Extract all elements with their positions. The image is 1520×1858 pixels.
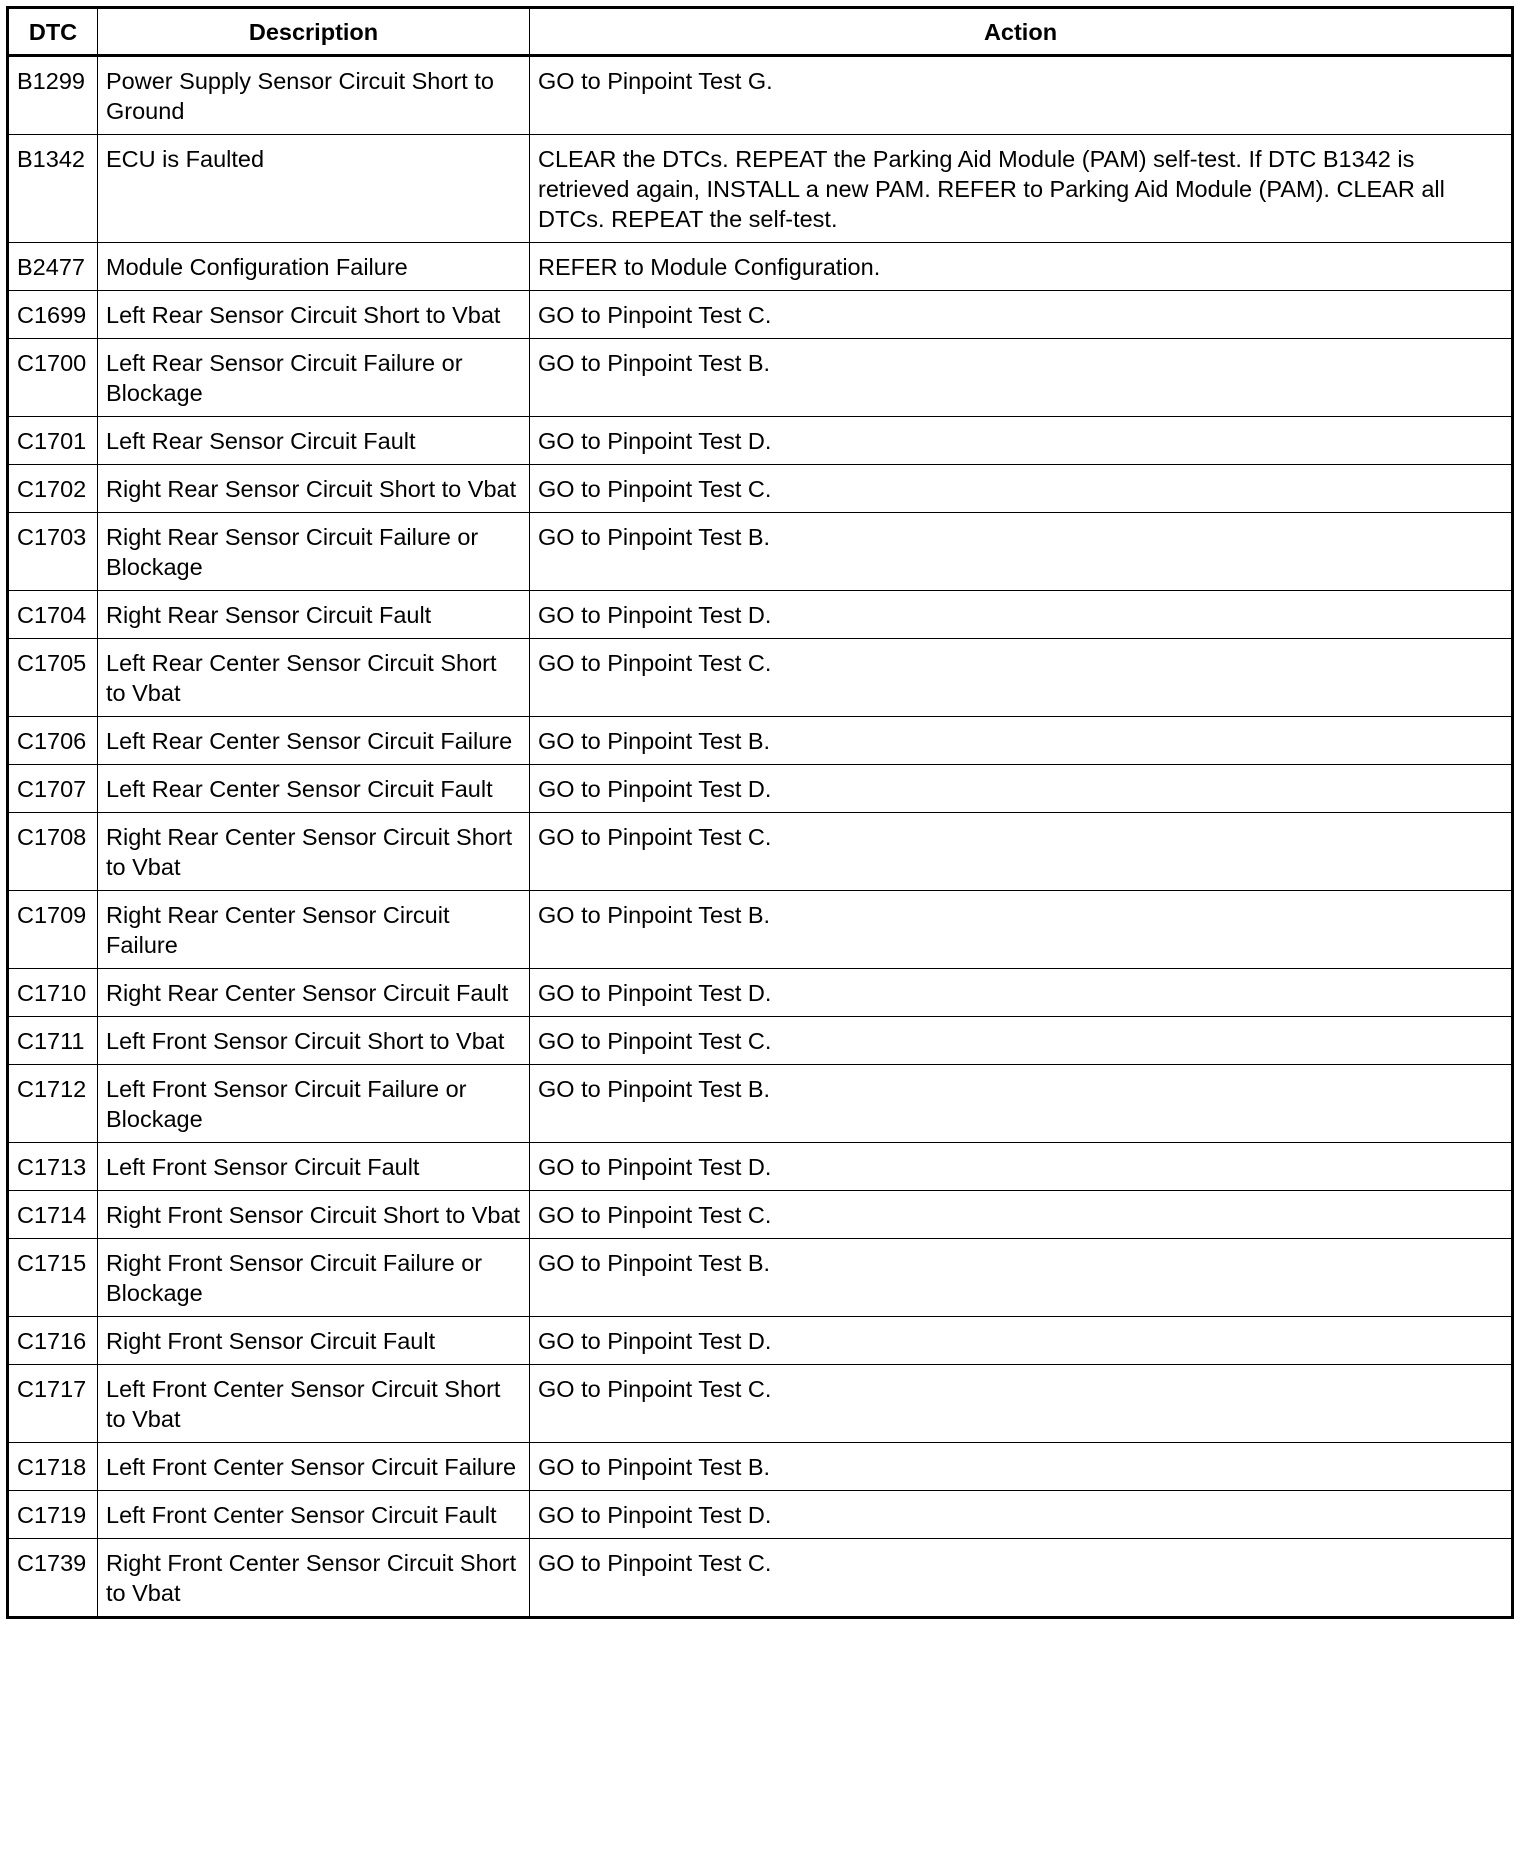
- dtc-code: B1299: [8, 56, 98, 135]
- table-row: [8, 1539, 1513, 1618]
- dtc-description: Power Supply Sensor Circuit Short to Ground: [98, 56, 530, 135]
- dtc-action: GO to Pinpoint Test D.: [530, 591, 1513, 639]
- dtc-action: GO to Pinpoint Test D.: [530, 417, 1513, 465]
- table-row: [8, 765, 1513, 813]
- dtc-action: GO to Pinpoint Test C.: [530, 1539, 1513, 1618]
- table-row: [8, 1017, 1513, 1065]
- dtc-description: Right Rear Sensor Circuit Failure or Blockage: [98, 513, 530, 591]
- dtc-code: C1704: [8, 591, 98, 639]
- dtc-description: Right Front Sensor Circuit Fault: [98, 1317, 530, 1365]
- dtc-action: GO to Pinpoint Test D.: [530, 1491, 1513, 1539]
- table-body: [8, 56, 1513, 1618]
- table-row: [8, 1065, 1513, 1143]
- dtc-description: Left Rear Center Sensor Circuit Fault: [98, 765, 530, 813]
- header-description: Description: [98, 8, 530, 56]
- table-row: [8, 591, 1513, 639]
- dtc-code: C1718: [8, 1443, 98, 1491]
- dtc-code: C1713: [8, 1143, 98, 1191]
- dtc-code: C1714: [8, 1191, 98, 1239]
- table-row: [8, 717, 1513, 765]
- table-row: [8, 56, 1513, 135]
- table-row: [8, 639, 1513, 717]
- table-row: [8, 1143, 1513, 1191]
- dtc-code: B2477: [8, 243, 98, 291]
- dtc-code: C1715: [8, 1239, 98, 1317]
- table-row: [8, 891, 1513, 969]
- dtc-description: Left Rear Center Sensor Circuit Short to Vbat: [98, 639, 530, 717]
- dtc-code: C1703: [8, 513, 98, 591]
- dtc-code: C1706: [8, 717, 98, 765]
- dtc-action: CLEAR the DTCs. REPEAT the Parking Aid Module (PAM) self-test. If DTC B1342 is retrieved again, INSTALL a new PAM. REFER to Parking Aid Module (PAM). CLEAR all DTCs. REPEAT the self-test.: [530, 135, 1513, 243]
- dtc-description: Right Rear Sensor Circuit Short to Vbat: [98, 465, 530, 513]
- dtc-action: GO to Pinpoint Test C.: [530, 1017, 1513, 1065]
- dtc-action: GO to Pinpoint Test C.: [530, 1191, 1513, 1239]
- dtc-description: Right Rear Center Sensor Circuit Fault: [98, 969, 530, 1017]
- dtc-description: Right Front Sensor Circuit Short to Vbat: [98, 1191, 530, 1239]
- table-row: [8, 1365, 1513, 1443]
- dtc-description: Right Rear Center Sensor Circuit Failure: [98, 891, 530, 969]
- dtc-code: C1709: [8, 891, 98, 969]
- table-row: [8, 243, 1513, 291]
- dtc-code: C1699: [8, 291, 98, 339]
- dtc-action: GO to Pinpoint Test B.: [530, 513, 1513, 591]
- table-row: [8, 1317, 1513, 1365]
- dtc-action: GO to Pinpoint Test C.: [530, 639, 1513, 717]
- dtc-description: Left Rear Sensor Circuit Failure or Blockage: [98, 339, 530, 417]
- dtc-description: ECU is Faulted: [98, 135, 530, 243]
- dtc-description: Left Rear Sensor Circuit Short to Vbat: [98, 291, 530, 339]
- dtc-code: C1739: [8, 1539, 98, 1618]
- dtc-description: Left Front Center Sensor Circuit Failure: [98, 1443, 530, 1491]
- dtc-code: C1702: [8, 465, 98, 513]
- dtc-action: GO to Pinpoint Test G.: [530, 56, 1513, 135]
- dtc-action: GO to Pinpoint Test D.: [530, 1317, 1513, 1365]
- dtc-description: Right Rear Center Sensor Circuit Short to Vbat: [98, 813, 530, 891]
- dtc-code: C1700: [8, 339, 98, 417]
- dtc-description: Right Front Sensor Circuit Failure or Blockage: [98, 1239, 530, 1317]
- dtc-description: Left Front Sensor Circuit Fault: [98, 1143, 530, 1191]
- dtc-code: C1701: [8, 417, 98, 465]
- dtc-action: GO to Pinpoint Test B.: [530, 339, 1513, 417]
- table-row: [8, 969, 1513, 1017]
- header-dtc: DTC: [8, 8, 98, 56]
- table-row: [8, 291, 1513, 339]
- dtc-code: C1707: [8, 765, 98, 813]
- table-row: [8, 1443, 1513, 1491]
- dtc-description: Left Front Center Sensor Circuit Short to Vbat: [98, 1365, 530, 1443]
- table-row: [8, 1239, 1513, 1317]
- dtc-description: Left Front Sensor Circuit Failure or Blockage: [98, 1065, 530, 1143]
- dtc-code: C1710: [8, 969, 98, 1017]
- dtc-table: [6, 6, 1514, 1619]
- table-row: [8, 1191, 1513, 1239]
- dtc-description: Left Rear Center Sensor Circuit Failure: [98, 717, 530, 765]
- dtc-action: GO to Pinpoint Test B.: [530, 1065, 1513, 1143]
- table-row: [8, 513, 1513, 591]
- dtc-description: Module Configuration Failure: [98, 243, 530, 291]
- dtc-action: GO to Pinpoint Test C.: [530, 465, 1513, 513]
- dtc-code: C1717: [8, 1365, 98, 1443]
- dtc-action: GO to Pinpoint Test C.: [530, 1365, 1513, 1443]
- table-row: [8, 135, 1513, 243]
- dtc-action: GO to Pinpoint Test B.: [530, 1443, 1513, 1491]
- dtc-code: C1708: [8, 813, 98, 891]
- dtc-code: C1711: [8, 1017, 98, 1065]
- dtc-action: GO to Pinpoint Test B.: [530, 1239, 1513, 1317]
- table-row: [8, 1491, 1513, 1539]
- dtc-action: GO to Pinpoint Test D.: [530, 969, 1513, 1017]
- dtc-description: Left Rear Sensor Circuit Fault: [98, 417, 530, 465]
- table-header-row: [8, 8, 1513, 56]
- dtc-description: Left Front Sensor Circuit Short to Vbat: [98, 1017, 530, 1065]
- table-row: [8, 339, 1513, 417]
- header-action: Action: [530, 8, 1513, 56]
- dtc-action: GO to Pinpoint Test B.: [530, 891, 1513, 969]
- dtc-description: Left Front Center Sensor Circuit Fault: [98, 1491, 530, 1539]
- dtc-action: GO to Pinpoint Test C.: [530, 291, 1513, 339]
- dtc-action: GO to Pinpoint Test D.: [530, 1143, 1513, 1191]
- dtc-code: B1342: [8, 135, 98, 243]
- dtc-action: GO to Pinpoint Test C.: [530, 813, 1513, 891]
- table-row: [8, 465, 1513, 513]
- dtc-code: C1719: [8, 1491, 98, 1539]
- dtc-code: C1705: [8, 639, 98, 717]
- dtc-action: GO to Pinpoint Test D.: [530, 765, 1513, 813]
- dtc-code: C1712: [8, 1065, 98, 1143]
- table-row: [8, 417, 1513, 465]
- dtc-description: Right Front Center Sensor Circuit Short to Vbat: [98, 1539, 530, 1618]
- dtc-code: C1716: [8, 1317, 98, 1365]
- dtc-action: REFER to Module Configuration.: [530, 243, 1513, 291]
- table-row: [8, 813, 1513, 891]
- dtc-action: GO to Pinpoint Test B.: [530, 717, 1513, 765]
- dtc-description: Right Rear Sensor Circuit Fault: [98, 591, 530, 639]
